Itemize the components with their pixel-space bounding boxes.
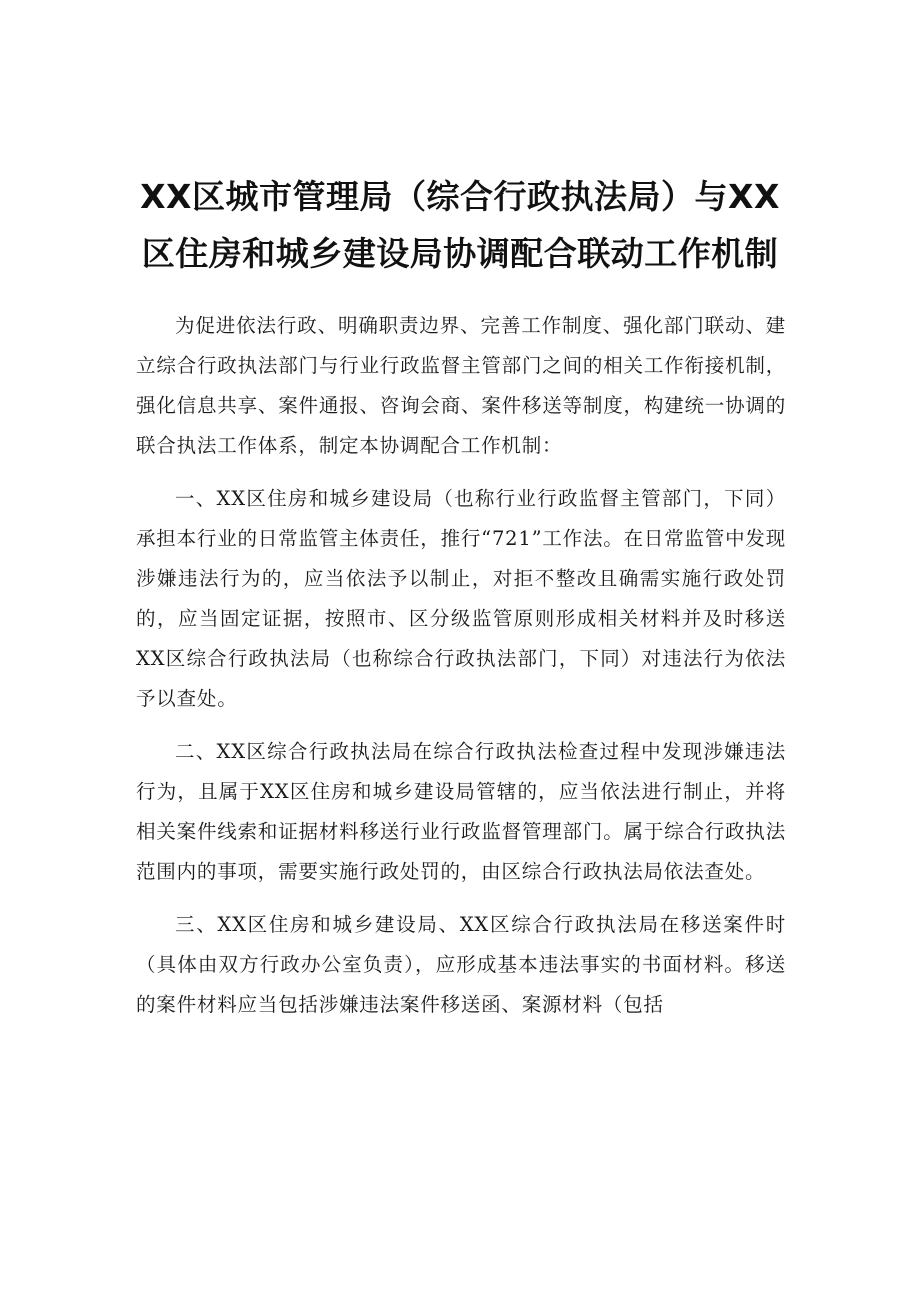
document-body [136, 306, 786, 1038]
paragraph-1: 一、XX区住房和城乡建设局（也称行业行政监督主管部门，下同）承担本行业的日常监管主体责任，推行“721”工作法。在日常监管中发现涉嫌违法行为的，应当依法予以制止，对拒不整改且确需实施行政处罚的，应当固定证据，按照市、区分级监管原则形成相关材料并及时移送XX区综合行政执法局（也称综合行政执法部门，下同）对违法行为依法予以查处。 [136, 487, 786, 710]
title-line-2: 区住房和城乡建设局协调配合联动工作机制 [141, 234, 779, 273]
paragraph-intro: 为促进依法行政、明确职责边界、完善工作制度、强化部门联动、建立综合行政执法部门与行业行政监督主管部门之间的相关工作衔接机制，强化信息共享、案件通报、咨询会商、案件移送等制度，构建统一协调的联合执法工作体系，制定本协调配合工作机制： [136, 314, 786, 457]
title-line-1: XX区城市管理局（综合行政执法局）与XX [140, 177, 780, 216]
paragraph-3: 三、XX区住房和城乡建设局、XX区综合行政执法局在移送案件时（具体由双方行政办公室负责），应形成基本违法事实的书面材料。移送的案件材料应当包括涉嫌违法案件移送函、案源材料（包括 [136, 913, 786, 1016]
document-title [100, 168, 820, 282]
paragraph-2: 二、XX区综合行政执法局在综合行政执法检查过程中发现涉嫌违法行为，且属于XX区住房和城乡建设局管辖的，应当依法进行制止，并将相关案件线索和证据材料移送行业行政监督管理部门。属于综合行政执法范围内的事项，需要实施行政处罚的，由区综合行政执法局依法查处。 [136, 740, 786, 883]
